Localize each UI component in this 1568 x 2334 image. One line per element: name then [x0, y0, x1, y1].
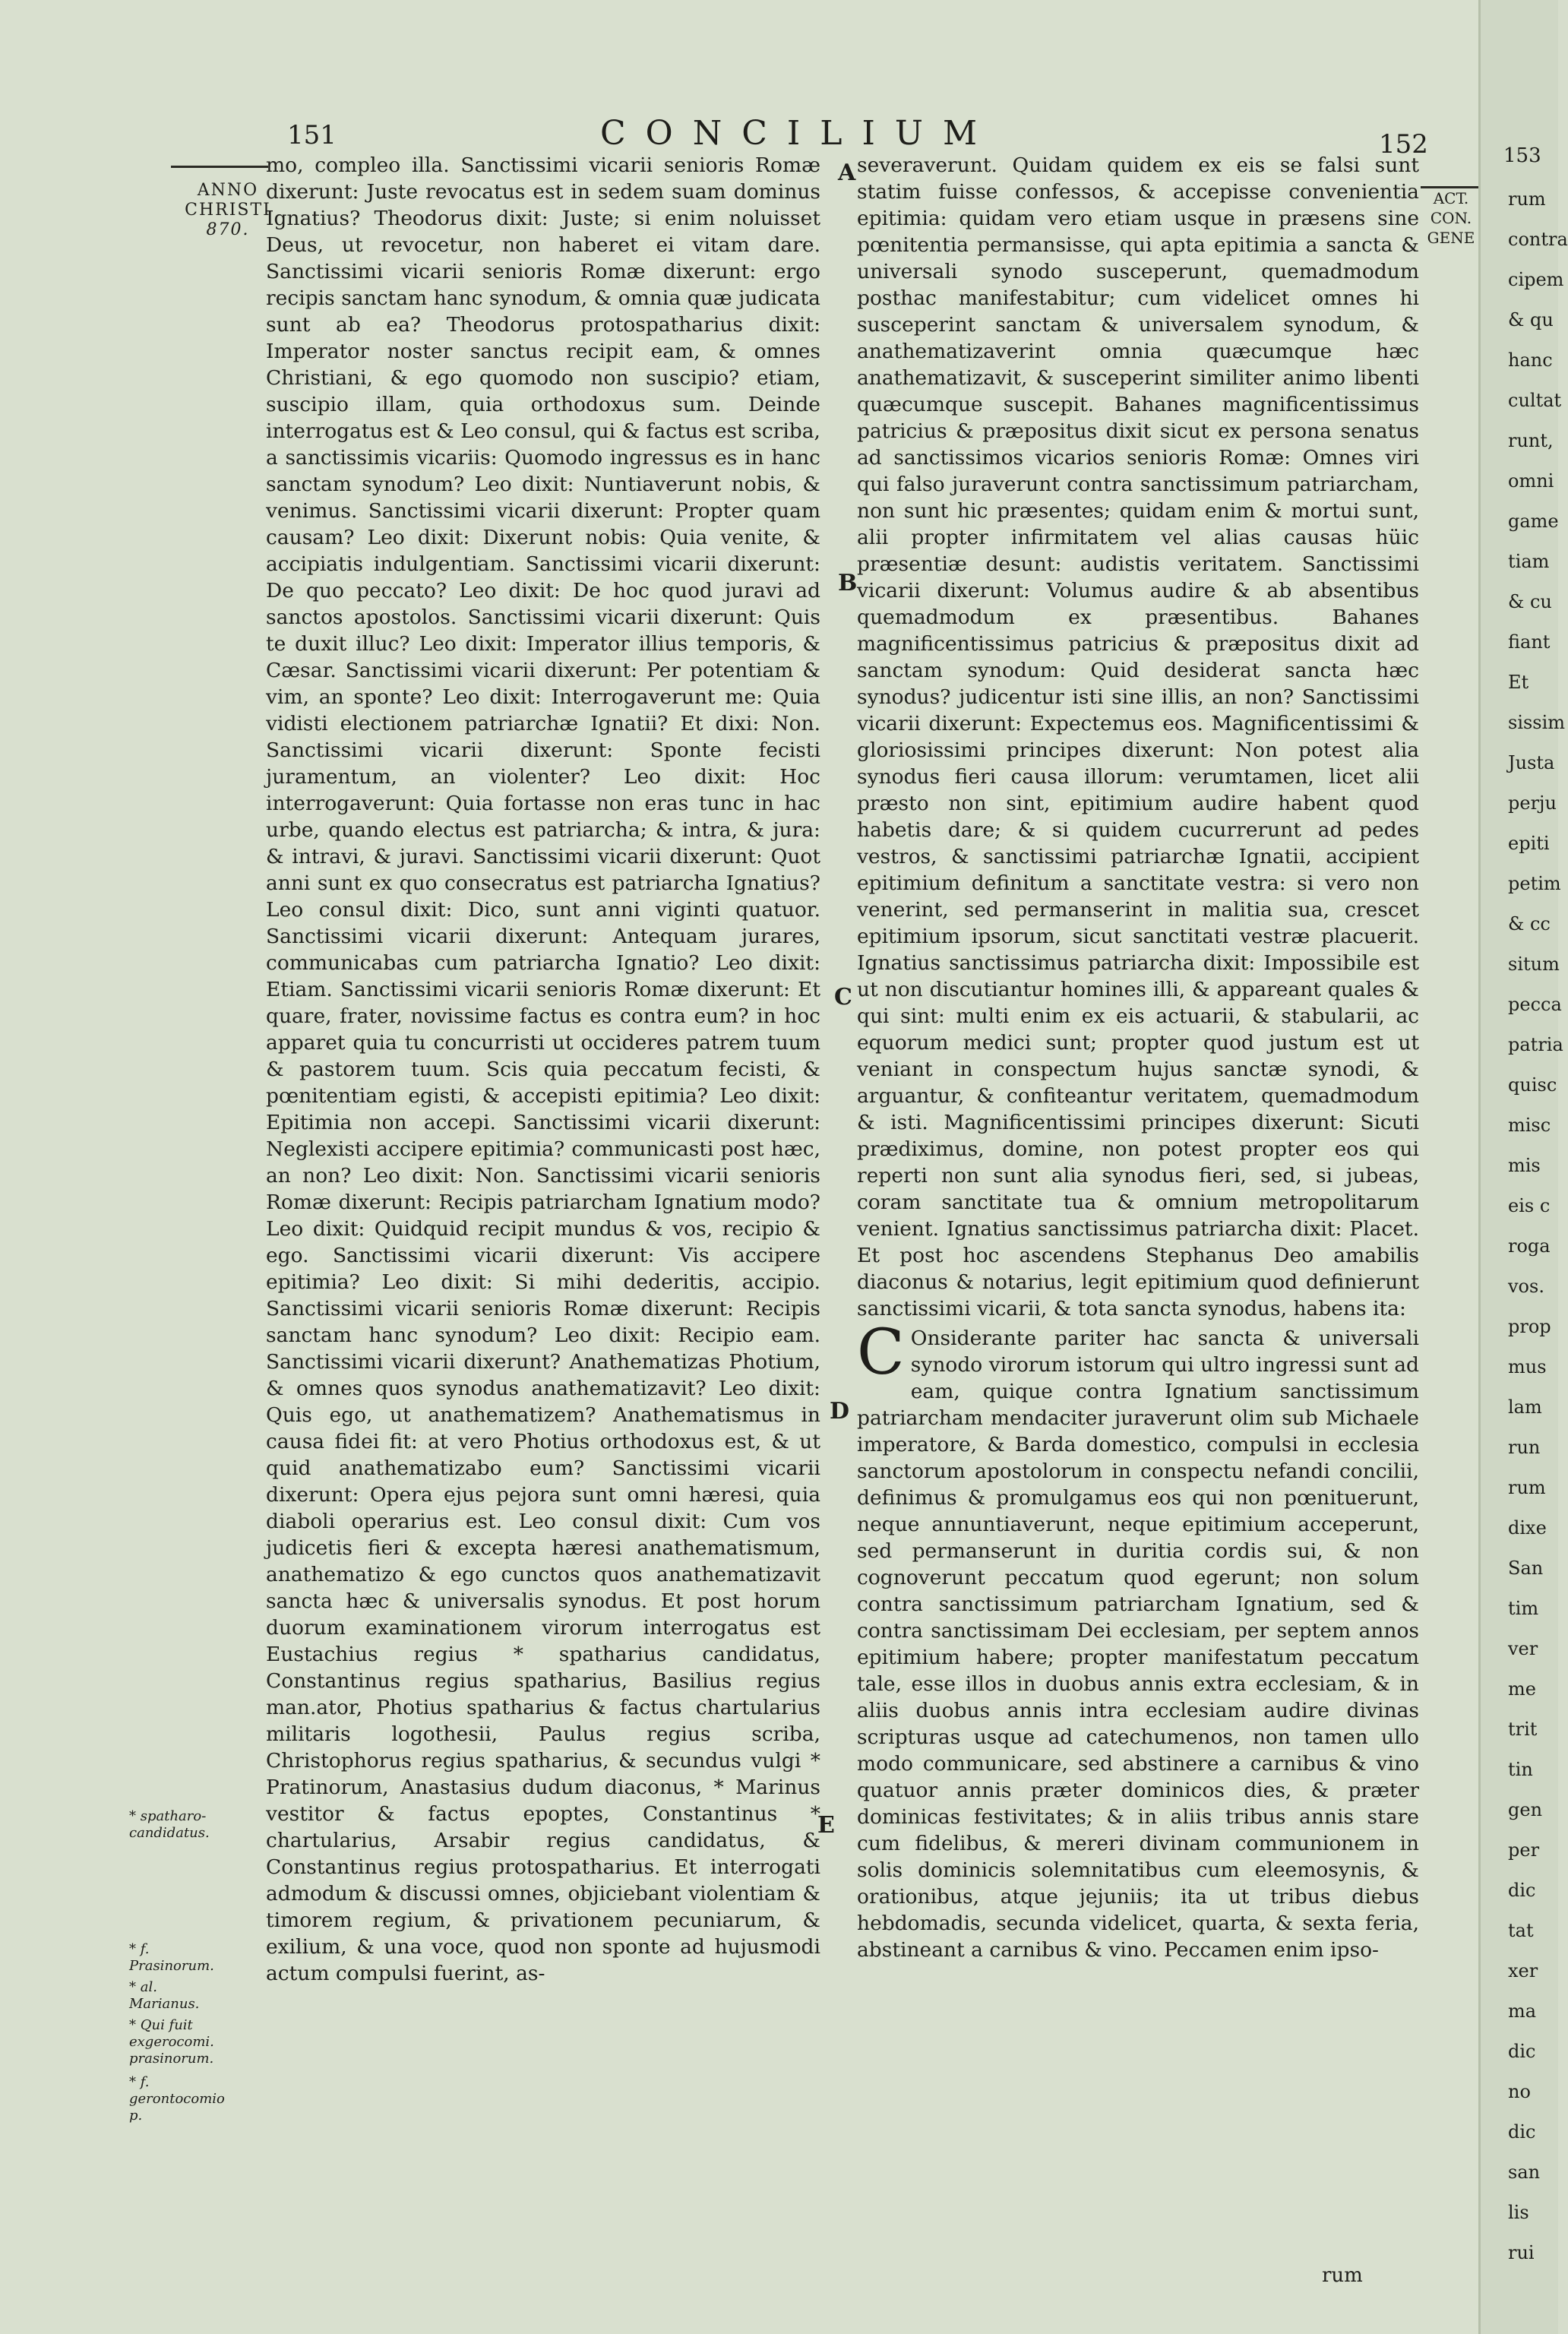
- christi-label: CHRISTI: [185, 201, 271, 220]
- left-paragraph: mo, compleo illa. Sanctissimi vicarii senioris Romæ dixerunt: Juste revocatus est in sedem suam dominus Ignatius? Theodorus dixit: Juste; si enim noluisset Deus, ut revocetur, non haberet ei vitam dare. Sanctissimi vicarii senioris Romæ dixerunt: ergo recipis sanctam hanc synodum, & omnia quæ judicata sunt ab ea? Theodorus protospatharius dixit: Imperator noster sanctus recipit eam, & omnes Christiani, & ego quomodo non suscipio? etiam, suscipio illam, quia orthodoxus sum. Deinde interrogatus est & Leo consul, qui & factus est scriba, a sanctissimis vicariis: Quomodo ingressus es in hanc sanctam synodum? Leo dixit: Nuntiaverunt nobis, & venimus. Sanctissimi vicarii dixerunt: Propter quam causam? Leo dixit: Dixerunt nobis: Quia venite, & accipiatis indulgentiam. Sanctissimi vicarii dixerunt: De quo peccato? Leo dixit: De hoc quod juravi ad sanctos apostolos. Sanctissimi vicarii dixerunt: Quis te duxit illuc? Leo dixit: Imperator illius temporis, & Cæsar. Sanctissimi vicarii dixerunt: Per potentiam & vim, an sponte? Leo dixit: Interrogaverunt me: Quia vidisti electionem patriarchæ Ignatii? Et dixi: Non. Sanctissimi vicarii dixerunt: Sponte fecisti juramentum, an violenter? Leo dixit: Hoc interrogaverunt: Quia fortasse non eras tunc in hac urbe, quando electus est patriarcha; & intra, & jura: & intravi, & juravi. Sanctissimi vicarii dixerunt: Quot anni sunt ex quo consecratus est patriarcha Ignatius? Leo consul dixit: Dico, sunt anni viginti quatuor. Sanctissimi vicarii dixerunt: Antequam jurares, communicabas cum patriarcha Ignatio? Leo dixit: Etiam. Sanctissimi vicarii senioris Romæ dixerunt: Et quare, frater, novissime factus es contra eum? in hoc apparet quia tu concurristi ut occideres patrem tuum & pastorem tuum. Scis quia peccatum fecisti, & pœnitentiam egisti, & accepisti epitimia? Leo dixit: Epitimia non accepi. Sanctissimi vicarii dixerunt: Neglexisti accipere epitimia? communicasti post hæc, an non? Leo dixit: Non. Sanctissimi vicarii senioris Romæ dixerunt: Recipis patriarcham Ignatium modo? Leo dixit: Quidquid recipit mundus & vos, recipio & ego. Sanctissimi vicarii dixerunt: Vis accipere epitimia? Leo dixit: Si mihi dederitis, accipio. Sanctissimi vicarii senioris Romæ dixerunt: Recipis sanctam hanc synodum? Leo dixit: Recipio eam. Sanctissimi vicarii dixerunt? Anathematizas Photium, & omnes quos synodus anathematizavit? Leo dixit: Quis ego, ut anathematizem? Anathematismus in causa fidei fit: at vero Photius orthodoxus est, & ut quid anathematizabo eum? Sanctissimi vicarii dixerunt: Opera ejus pejora sunt omni hæresi, quia diaboli operarius est. Leo consul dixit: Cum vos judicetis fieri & excepta hæresi anathematismum, anathematizo & ego cunctos quos anathematizavit sancta hæc & universalis synodus. Et post horum duorum examinationem virorum interrogatus est Eustachius regius * spatharius candidatus, Constantinus regius spatharius, Basilius regius man.ator, Photius spatharius & factus chartularius militaris logothesii, Paulus regius scriba, Christophorus regius spatharius, & secundus vulgi * Pratinorum, Anastasius dudum diaconus, * Marinus vestitor & factus epoptes, Constantinus * chartularius, Arsabir regius candidatus, & Constantinus regius protospatharius. Et interrogati admodum & discussi omnes, objiciebant violentiam & timorem regium, & privationem pecuniarum, & exilium, & una voce, quod non sponte ad hujusmodi actum compulsi fuerint, as-: [266, 153, 820, 1985]
- next-page-fragment: eis c: [1508, 1195, 1551, 1216]
- next-page-fragment: mis: [1508, 1155, 1541, 1176]
- right-paragraph-1: severaverunt. Quidam quidem ex eis se falsi sunt statim fuisse confessos, & accepisse convenientia epitimia: quidam vero etiam usque in præsens sine pœnitentia permansisse, qui apta epitimia a sancta & universali synodo susceperunt, quemadmodum posthac manifestabitur; cum videlicet omnes hi susceperint sanctam & universalem synodum, & anathematizaverint omnia quæcumque hæc anathematizavit, & susceperint similiter animo libenti quæcumque suscepit. Bahanes magnificentissimus patricius & præpositus dixit sicut ex persona senatus ad sanctissimos vicarios senioris Romæ: Omnes viri qui falso juraverunt contra sanctissimum patriarcham, non sunt hic præsentes; quidam enim & mortui sunt, alii propter infirmitatem vel alias causas hüic præsentiæ desunt: audistis veritatem. Sanctissimi vicarii dixerunt: Volumus audire & ab absentibus quemadmodum ex præsentibus. Bahanes magnificentissimus patricius & præpositus dixit ad sanctam synodum: Quid desiderat sancta hæc synodus? judicentur isti sine illis, an non? Sanctissimi vicarii dixerunt: Expectemus eos. Magnificentissimi & gloriosissimi principes dixerunt: Non potest alia synodus fieri causa illorum: verumtamen, licet alii præsto non sint, epitimium audire habent quod habetis dare; & si quidem cucurrerunt ad pedes vestros, & sanctissimi patriarchæ Ignatii, accipient epitimium definitum a sanctitate vestra: si vero non venerint, sed permanserint in malitia sua, crescet epitimium ipsorum, sicut sanctitati vestræ placuerit. Ignatius sanctissimus patriarcha dixit: Impossibile est ut non discutiantur homines illi, & appareant quales & qui sint: multi enim ex eis actuarii, & stabularii, ac equorum medici sunt; propter quod justum est ut veniant in conspectum hujus sanctæ synodi, & arguantur, & confiteantur veritatem, quemadmodum & isti. Magnificentissimi principes dixerunt: Sicuti prædiximus, domine, non potest propter eos qui reperti non sunt alia synodus fieri, sed, si jubeas, coram sanctitate tua & omnium metropolitarum venient. Ignatius sanctissimus patriarcha dixit: Placet. Et post hoc ascendens Stephanus Deo amabilis diaconus & notarius, legit epitimium quod definierunt sanctissimi vicarii, & tota sancta synodus, habens ita:: [857, 153, 1419, 1320]
- side-note-2: * f. Prasinorum.: [129, 1941, 214, 1974]
- side-note-4: * Qui fuit exgerocomi. prasinorum.: [129, 2017, 214, 2067]
- next-page-fragment: tim: [1508, 1598, 1539, 1619]
- next-page-fragment: dixe: [1508, 1517, 1547, 1539]
- next-page-fragment: fiant: [1508, 631, 1551, 653]
- left-page-number: 151: [287, 120, 337, 150]
- next-page-fragment: misc: [1508, 1115, 1551, 1136]
- anno-christi-box: [182, 181, 273, 240]
- section-letter-e: E: [817, 1812, 835, 1839]
- next-page-fragment: tin: [1508, 1759, 1533, 1780]
- section-letter-b: B: [838, 570, 858, 596]
- next-page-fragment: tat: [1508, 1920, 1534, 1941]
- section-letter-a: A: [838, 160, 856, 186]
- right-text-column: [857, 152, 1419, 1963]
- next-page-fragment: Et: [1508, 672, 1529, 693]
- next-page-fragment: ver: [1508, 1638, 1538, 1659]
- side-note-1: * spatharo-candidatus.: [129, 1808, 210, 1841]
- next-page-fragment: roga: [1508, 1235, 1551, 1257]
- left-text-column: [266, 152, 820, 1987]
- next-page-fragment: dic: [1508, 2121, 1536, 2143]
- next-page-fragment: petim: [1508, 873, 1561, 894]
- anno-year: 870.: [206, 220, 250, 239]
- next-page-fragment: Justa: [1508, 752, 1555, 773]
- next-page-fragment: & cc: [1508, 913, 1551, 935]
- next-page-fragment: me: [1508, 1678, 1536, 1700]
- next-page-fragment: patria: [1508, 1034, 1563, 1055]
- next-page-fragment: lis: [1508, 2202, 1529, 2223]
- con-label: CON.: [1430, 209, 1472, 227]
- next-page-fragment: hanc: [1508, 349, 1553, 371]
- next-page-fragment: dic: [1508, 1880, 1536, 1901]
- next-page-fragment: contra: [1508, 229, 1568, 250]
- next-page-fragment: prop: [1508, 1316, 1551, 1337]
- decree-text: Onsiderante pariter hac sancta & universali synodo virorum istorum qui ultro ingressi sunt ad eam, quique contra Ignatium sanctissimum patriarcham mendaciter juraverunt olim sub Michaele imperatore, & Barda domestico, compulsi in ecclesia sanctorum apostolorum in conspectu nefandi concilii, definimus & promulgamus eos qui non pœnituerunt, neque annuntiaverunt, neque epitimium acceperunt, sed permanserunt in duritia cordis sui, & non cognoverunt peccatum quod egerunt; non solum contra sanctissimum patriarcham Ignatium, sed & contra sanctissimam Dei ecclesiam, per septem annos epitimium habere; propter manifestatum peccatum tale, esse illos in duobus annis extra ecclesiam, & in aliis duobus annis intra ecclesiam audire divinas scripturas usque ad catechumenos, non tamen ullo modo communicare, sed abstinere a carnibus & vino quatuor annis præter dominicos dies, & præter dominicas festivitates; & in aliis tribus annis stare cum fidelibus, & mereri divinam communionem in solis dominicis solemnitatibus cum eleemosynis, & orationibus, atque jejuniis; ita ut tribus diebus hebdomadis, secunda videlicet, quarta, & sexta feria, abstineant a carnibus & vino. Peccamen enim ipso-: [857, 1327, 1419, 1962]
- next-page-fragment: & cu: [1508, 591, 1552, 612]
- running-title: CONCILIUM: [600, 114, 997, 153]
- act-label: ACT.: [1433, 189, 1469, 207]
- next-page-fragment: dic: [1508, 2041, 1536, 2062]
- anno-label: ANNO: [197, 181, 259, 200]
- next-page-fragment: cipem: [1508, 269, 1564, 290]
- next-page-fragment: epiti: [1508, 833, 1550, 854]
- next-page-fragment: sissim: [1508, 712, 1566, 733]
- side-note-5: * f. gerontocomio p.: [129, 2074, 225, 2124]
- next-page-fragment: xer: [1508, 1960, 1538, 1981]
- next-page-fragment: vos.: [1508, 1276, 1544, 1297]
- next-page-fragment: per: [1508, 1839, 1540, 1861]
- next-page-fragment: no: [1508, 2081, 1531, 2102]
- next-page-fragment: mus: [1508, 1356, 1547, 1377]
- next-page-fragment: quisc: [1508, 1074, 1557, 1096]
- right-page-number: 152: [1379, 129, 1428, 160]
- next-page-fragment: run: [1508, 1437, 1541, 1458]
- next-page-fragment: ma: [1508, 2000, 1537, 2022]
- section-letter-d: D: [830, 1398, 850, 1425]
- next-page-fragment: gen: [1508, 1799, 1543, 1820]
- next-page-fragment: rum: [1508, 1477, 1546, 1498]
- next-page-fragment: rum: [1508, 188, 1546, 210]
- next-page-fragment: perju: [1508, 792, 1557, 814]
- next-page-fragment: san: [1508, 2162, 1541, 2183]
- side-note-3: * al. Marianus.: [129, 1979, 200, 2012]
- gene-label: GENE: [1427, 229, 1475, 247]
- drop-cap: C: [857, 1317, 905, 1389]
- next-page-number: 153: [1503, 144, 1541, 167]
- next-page-fragment: runt,: [1508, 430, 1554, 451]
- act-con-gene-box: [1421, 186, 1481, 248]
- catchword: rum: [1322, 2264, 1363, 2287]
- next-page-fragment: omni: [1508, 470, 1554, 492]
- header-rule: [171, 166, 268, 168]
- decree-paragraph: [857, 1317, 1419, 1963]
- next-page-fragment: game: [1508, 511, 1559, 532]
- next-page-fragment: trit: [1508, 1719, 1538, 1740]
- section-letter-c: C: [834, 984, 852, 1010]
- next-page-fragment: cultat: [1508, 390, 1562, 411]
- next-page-fragment: lam: [1508, 1396, 1542, 1418]
- next-page-fragment: situm: [1508, 954, 1560, 975]
- next-page-fragment: rui: [1508, 2242, 1535, 2263]
- adjacent-page-edge: [1478, 0, 1568, 2334]
- next-page-fragment: tiam: [1508, 551, 1550, 572]
- next-page-fragment: San: [1508, 1558, 1544, 1579]
- next-page-fragment: pecca: [1508, 994, 1562, 1015]
- next-page-fragment: & qu: [1508, 309, 1554, 330]
